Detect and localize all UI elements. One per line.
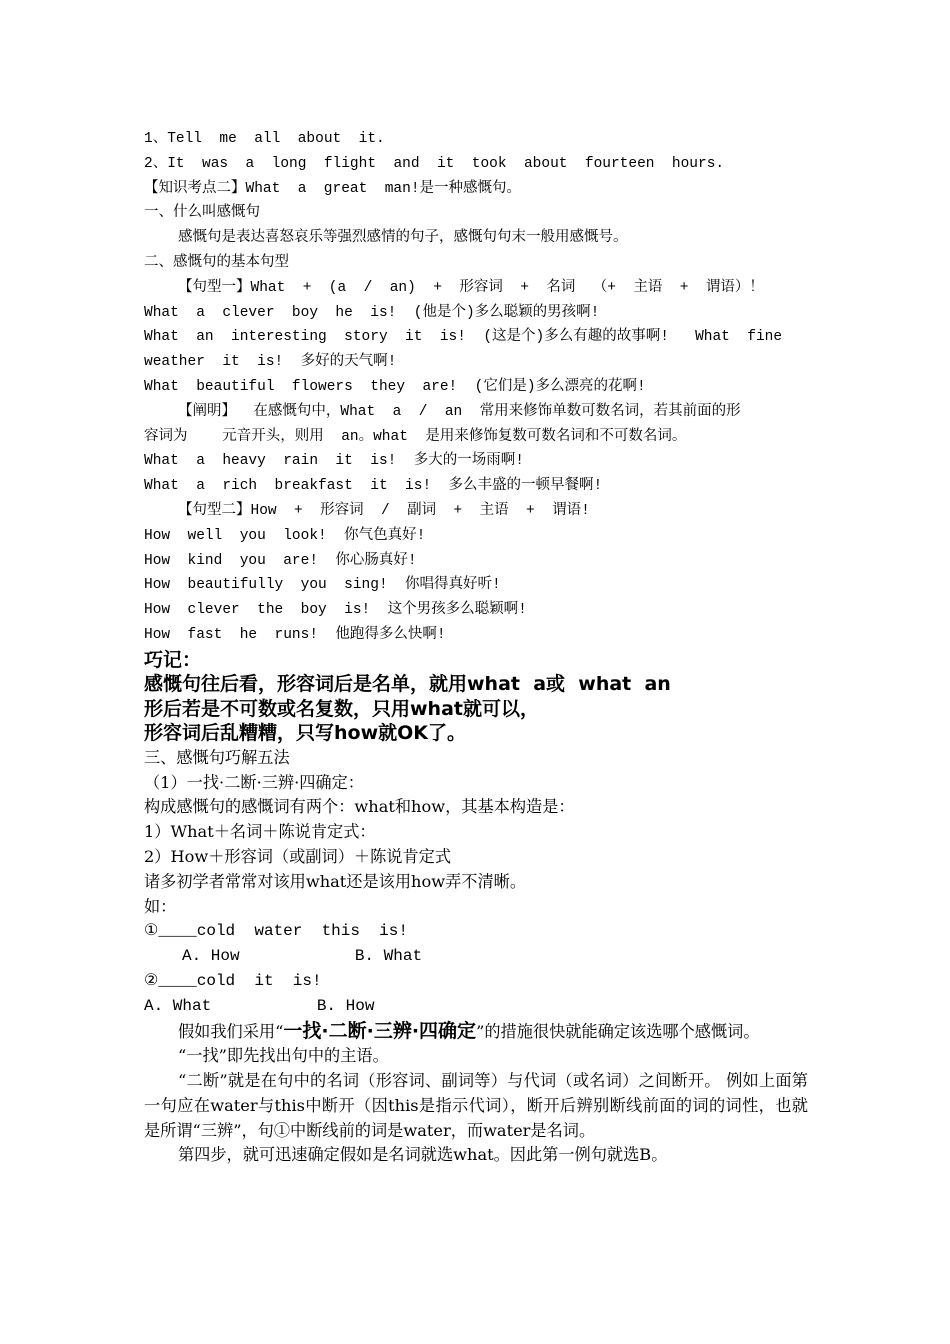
pattern-one-example-2-cont: weather it is! 多好的天气啊! — [144, 354, 397, 371]
section-heading-3: 三、感慨句巧解五法 — [144, 747, 290, 767]
definition-text: 感慨句是表达喜怒哀乐等强烈感情的句子，感慨句句末一般用感慨号。 — [178, 230, 628, 247]
pattern-one-heading: 【句型一】What + (a / an) + 形容词 + 名词 （+ 主语 + 谓语）！ — [178, 279, 764, 296]
structure-what: 1）What＋名词＋陈说肯定式： — [144, 822, 376, 842]
pattern-two-example-5: How fast he runs! 他跑得多么快啊! — [144, 626, 446, 643]
section-heading-2: 二、感慨句的基本句型 — [144, 254, 289, 271]
pattern-one-example-5: What a rich breakfast it is! 多么丰盛的一顿早餐啊! — [144, 478, 603, 495]
quiz-options-2: A. What B. How — [144, 996, 375, 1015]
explanation-line-1: 【阐明】 在感慨句中，What a / an 常用来修饰单数可数名词，若其前面的形 — [178, 403, 741, 420]
method-paragraph-1 — [144, 1019, 808, 1045]
pattern-two-example-3: How beautifully you sing! 你唱得真好听! — [144, 577, 501, 594]
mnemonic-line-3: 形容词后乱糟糟，只写how就OK了。 — [144, 722, 467, 745]
pattern-one-example-4: What a heavy rain it is! 多大的一场雨啊! — [144, 453, 524, 470]
example-sentence-1: 1、Tell me all about it. — [144, 131, 385, 147]
structure-how: 2）How＋形容词（或副词）＋陈说肯定式 — [144, 846, 452, 866]
method-steps-emphasis: 一找·二断·三辨·四确定 — [283, 1019, 477, 1042]
document-body — [144, 127, 808, 1168]
method-paragraph-1-post: ”的措施很快就能确定该选哪个感慨词。 — [476, 1021, 760, 1041]
method-paragraph-4: 第四步，就可迅速确定假如是名词就选what。因此第一例句就选B。 — [178, 1145, 668, 1165]
method-paragraph-3: “二断”就是在句中的名词（形容词、副词等）与代词（或名词）之间断开。 例如上面第一句应在water与this中断开（因this是指示代词），断开后辨别断线前面的词的词性，也就是所谓“三辨”，句①中断线前的词是water，而water是名词。 — [144, 1071, 808, 1140]
quiz-question-1: ①____cold water this is! — [144, 922, 408, 941]
pattern-one-example-3: What beautiful flowers they are! (它们是)多么漂亮的花啊! — [144, 378, 646, 395]
example-intro: 如： — [144, 896, 177, 916]
pattern-two-example-4: How clever the boy is! 这个男孩多么聪颖啊! — [144, 602, 527, 619]
method-heading: （1）一找·二断·三辨·四确定： — [144, 772, 364, 792]
method-paragraph-1-pre: 假如我们采用“ — [178, 1021, 284, 1041]
pattern-one-example-1: What a clever boy he is! (他是个)多么聪颖的男孩啊! — [144, 304, 600, 321]
quiz-options-1: A. How B. What — [182, 947, 423, 966]
learner-confusion-note: 诸多初学者常常对该用what还是该用how弄不清晰。 — [144, 871, 527, 891]
mnemonic-line-1: 感慨句往后看，形容词后是名单，就用what a或 what an — [144, 673, 671, 696]
pattern-two-heading: 【句型二】How + 形容词 / 副词 + 主语 + 谓语! — [178, 502, 590, 519]
method-paragraph-2: “一找”即先找出句中的主语。 — [178, 1046, 389, 1066]
knowledge-point-heading: 【知识考点二】What a great man!是一种感慨句。 — [144, 180, 522, 197]
section-heading-1: 一、什么叫感慨句 — [144, 205, 260, 222]
pattern-one-example-2: What an interesting story it is! (这是个)多么有趣的故事啊! What fine — [144, 329, 783, 346]
mnemonic-title: 巧记： — [144, 648, 202, 671]
pattern-two-example-2: How kind you are! 你心肠真好! — [144, 552, 417, 569]
quiz-question-2: ②____cold it is! — [144, 971, 322, 990]
structure-intro: 构成感慨句的感慨词有两个：what和how，其基本构造是： — [144, 797, 575, 817]
mnemonic-line-2: 形后若是不可数或名复数，只用what就可以， — [144, 697, 539, 720]
example-sentence-2: 2、It was a long flight and it took about fourteen hours. — [144, 155, 725, 172]
explanation-line-2: 容词为 元音开头，则用 an。what 是用来修饰复数可数名词和不可数名词。 — [144, 428, 687, 445]
pattern-two-example-1: How well you look! 你气色真好! — [144, 527, 426, 544]
